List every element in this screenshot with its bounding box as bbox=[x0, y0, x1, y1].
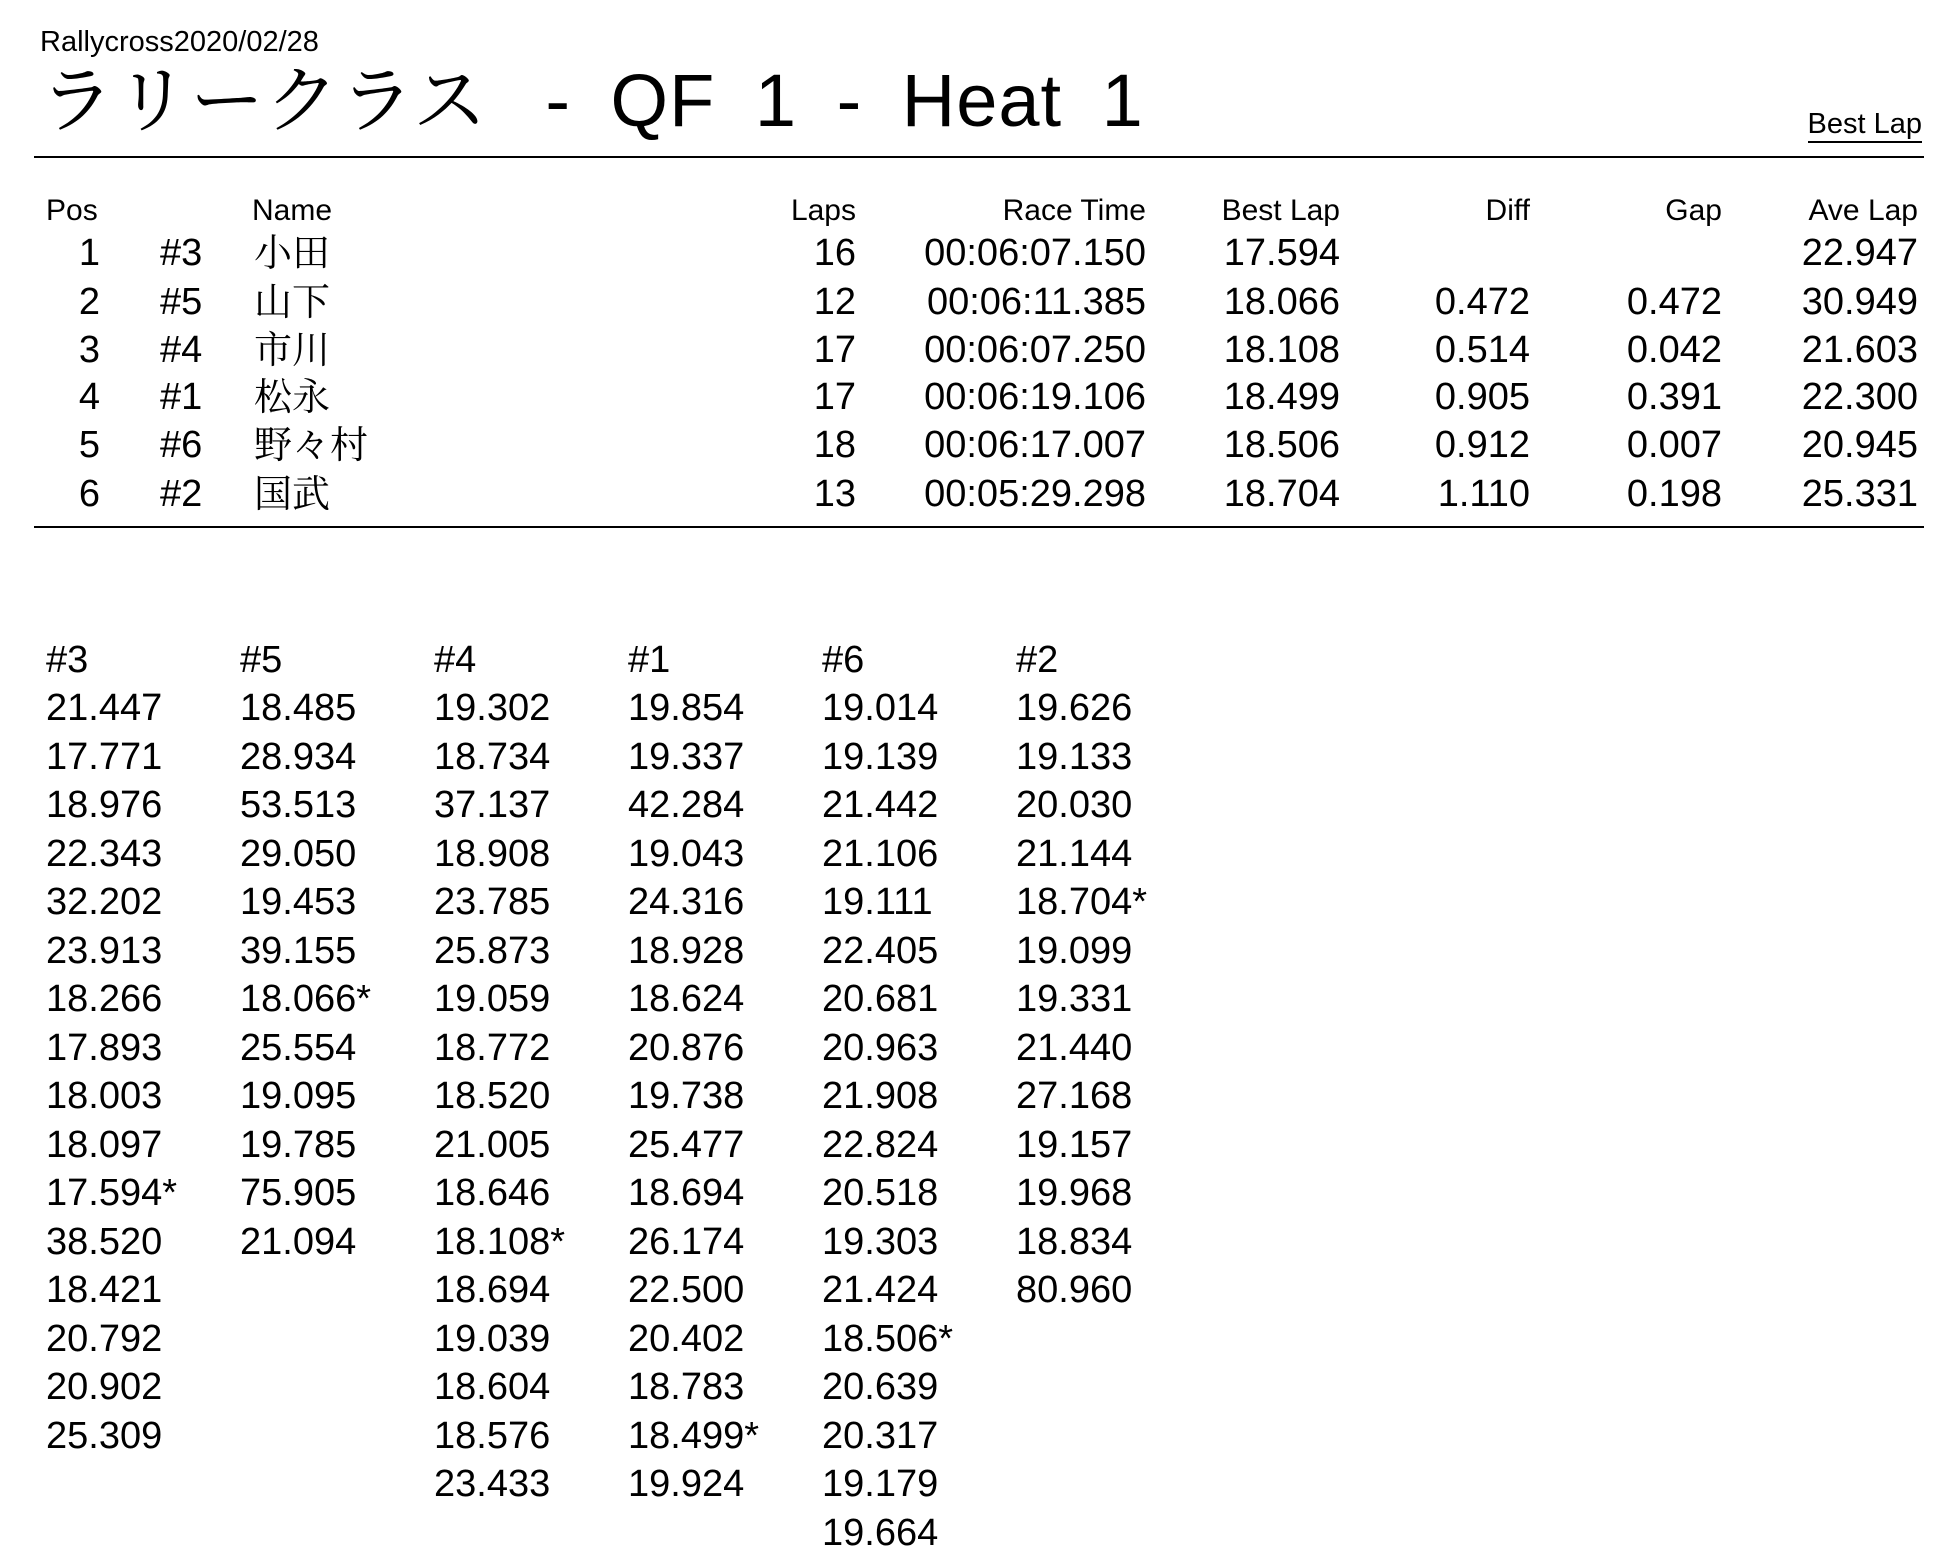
header-divider bbox=[34, 156, 1924, 158]
lap-column-header: #2 bbox=[1016, 639, 1059, 681]
laps-cell: 16 bbox=[813, 232, 856, 274]
car-number: #6 bbox=[160, 424, 203, 466]
lap-column bbox=[1016, 636, 1196, 1315]
lap-time: 18.097 bbox=[46, 1123, 163, 1166]
lap-time: 22.343 bbox=[46, 832, 163, 875]
lap-time: 18.928 bbox=[628, 929, 745, 972]
lap-time: 18.520 bbox=[434, 1075, 551, 1117]
lap-time: 18.704* bbox=[1016, 881, 1148, 923]
lap-time: 23.913 bbox=[46, 929, 163, 972]
pos-cell: 6 bbox=[78, 472, 100, 515]
sort-badge: Best Lap bbox=[1808, 110, 1922, 143]
lap-time: 19.043 bbox=[628, 832, 745, 875]
col-race-time: Race Time bbox=[1002, 194, 1146, 227]
class-name: ラリークラス bbox=[40, 58, 488, 144]
car-number: #1 bbox=[160, 375, 203, 418]
lap-time: 53.513 bbox=[240, 784, 357, 826]
best-lap-cell: 18.506 bbox=[1223, 424, 1340, 466]
lap-time: 20.030 bbox=[1016, 784, 1133, 826]
diff-cell: 1.110 bbox=[1437, 472, 1530, 515]
col-ave-lap: Ave Lap bbox=[1808, 194, 1918, 227]
lap-time: 18.066* bbox=[240, 978, 372, 1020]
car-number: #2 bbox=[160, 472, 203, 515]
lap-column-header: #6 bbox=[822, 639, 865, 681]
col-best-lap: Best Lap bbox=[1221, 194, 1340, 227]
laps-cell: 17 bbox=[813, 329, 856, 371]
lap-time: 18.421 bbox=[46, 1269, 163, 1311]
lap-time: 18.783 bbox=[628, 1366, 745, 1408]
lap-time: 27.168 bbox=[1016, 1075, 1133, 1117]
col-laps: Laps bbox=[790, 194, 856, 227]
pos-cell: 5 bbox=[78, 424, 100, 466]
race-time-cell: 00:06:19.106 bbox=[924, 375, 1146, 418]
col-diff: Diff bbox=[1485, 194, 1530, 227]
lap-column bbox=[822, 636, 1002, 1557]
race-time-cell: 00:05:29.298 bbox=[924, 472, 1146, 515]
lap-time: 20.402 bbox=[628, 1317, 745, 1360]
laps-cell: 13 bbox=[813, 472, 856, 515]
laps-cell: 12 bbox=[813, 280, 856, 323]
lap-time: 20.902 bbox=[46, 1366, 163, 1408]
lap-time: 20.792 bbox=[46, 1317, 163, 1360]
driver-name: 小田 bbox=[254, 231, 331, 275]
lap-time: 18.734 bbox=[434, 735, 551, 778]
lap-time: 17.771 bbox=[46, 735, 163, 778]
lap-time: 18.499* bbox=[628, 1414, 760, 1457]
lap-column-header: #3 bbox=[46, 639, 89, 681]
lap-time: 18.576 bbox=[434, 1414, 551, 1457]
gap-cell: 0.391 bbox=[1626, 375, 1722, 418]
pos-cell: 2 bbox=[78, 280, 100, 323]
lap-time: 20.518 bbox=[822, 1172, 939, 1214]
lap-time: 21.440 bbox=[1016, 1026, 1133, 1069]
lap-time: 20.681 bbox=[822, 978, 939, 1020]
best-lap-cell: 18.066 bbox=[1223, 280, 1340, 323]
lap-time: 19.854 bbox=[628, 687, 745, 729]
lap-time: 18.772 bbox=[434, 1026, 551, 1069]
best-lap-cell: 18.499 bbox=[1223, 375, 1340, 418]
gap-cell: 0.472 bbox=[1626, 280, 1722, 323]
gap-cell: 0.198 bbox=[1626, 472, 1722, 515]
lap-time: 19.099 bbox=[1016, 929, 1133, 972]
lap-time: 19.111 bbox=[822, 881, 933, 923]
lap-column bbox=[628, 636, 808, 1509]
lap-time: 21.005 bbox=[434, 1123, 551, 1166]
lap-time: 23.433 bbox=[434, 1463, 551, 1505]
diff-cell: 0.472 bbox=[1434, 280, 1530, 323]
lap-time: 19.303 bbox=[822, 1220, 939, 1263]
col-name: Name bbox=[252, 194, 333, 227]
driver-name: 山下 bbox=[254, 279, 331, 324]
lap-time: 21.424 bbox=[822, 1269, 939, 1311]
lap-time: 20.876 bbox=[628, 1026, 745, 1069]
lap-time: 19.331 bbox=[1016, 978, 1133, 1020]
lap-column-header: #1 bbox=[628, 639, 671, 681]
lap-time: 38.520 bbox=[46, 1220, 163, 1263]
lap-time: 25.554 bbox=[240, 1026, 357, 1069]
lap-time: 18.976 bbox=[46, 784, 163, 826]
lap-time: 17.893 bbox=[46, 1026, 163, 1069]
lap-time: 19.095 bbox=[240, 1075, 357, 1117]
lap-time: 18.108* bbox=[434, 1220, 566, 1263]
lap-time: 19.014 bbox=[822, 687, 939, 729]
lap-time: 39.155 bbox=[240, 929, 357, 972]
lap-column bbox=[240, 636, 420, 1266]
pos-cell: 3 bbox=[78, 329, 100, 371]
lap-time: 19.924 bbox=[628, 1463, 745, 1505]
race-time-cell: 00:06:11.385 bbox=[926, 280, 1146, 323]
lap-time: 21.442 bbox=[822, 784, 939, 826]
lap-time: 19.179 bbox=[822, 1463, 939, 1505]
lap-time: 37.137 bbox=[434, 784, 551, 826]
lap-time: 18.834 bbox=[1016, 1220, 1133, 1263]
lap-time: 19.139 bbox=[822, 735, 939, 778]
ave-lap-cell: 30.949 bbox=[1801, 280, 1918, 323]
driver-name: 市川 bbox=[254, 328, 331, 372]
lap-time: 75.905 bbox=[240, 1172, 357, 1214]
lap-time: 19.337 bbox=[628, 735, 745, 778]
lap-time: 80.960 bbox=[1016, 1269, 1133, 1311]
laps-cell: 18 bbox=[813, 424, 856, 466]
col-gap: Gap bbox=[1665, 194, 1722, 227]
lap-time: 19.664 bbox=[822, 1511, 939, 1554]
driver-name: 松永 bbox=[254, 374, 331, 419]
best-lap-cell: 18.704 bbox=[1223, 472, 1340, 515]
lap-time: 28.934 bbox=[240, 735, 357, 778]
lap-time: 18.003 bbox=[46, 1075, 163, 1117]
page-title bbox=[40, 58, 1144, 144]
lap-time: 26.174 bbox=[628, 1220, 745, 1263]
lap-time: 19.453 bbox=[240, 881, 357, 923]
lap-time: 25.477 bbox=[628, 1123, 745, 1166]
lap-time: 21.447 bbox=[46, 687, 163, 729]
diff-cell: 0.905 bbox=[1434, 375, 1530, 418]
gap-cell: 0.042 bbox=[1626, 329, 1722, 371]
lap-time: 19.302 bbox=[434, 687, 551, 729]
race-time-cell: 00:06:17.007 bbox=[924, 424, 1146, 466]
lap-time: 18.908 bbox=[434, 832, 551, 875]
lap-time: 22.405 bbox=[822, 929, 939, 972]
lap-time: 18.694 bbox=[628, 1172, 745, 1214]
lap-time: 24.316 bbox=[628, 881, 745, 923]
lap-time: 20.639 bbox=[822, 1366, 939, 1408]
driver-name: 国武 bbox=[254, 471, 331, 516]
lap-time: 19.626 bbox=[1016, 687, 1133, 729]
lap-time: 19.059 bbox=[434, 978, 551, 1020]
car-number: #3 bbox=[160, 232, 203, 274]
lap-time: 19.133 bbox=[1016, 735, 1133, 778]
pos-cell: 1 bbox=[78, 232, 100, 274]
race-time-cell: 00:06:07.150 bbox=[924, 232, 1146, 274]
lap-time: 21.144 bbox=[1016, 832, 1133, 875]
lap-time: 23.785 bbox=[434, 881, 551, 923]
ave-lap-cell: 22.947 bbox=[1801, 232, 1918, 274]
race-time-cell: 00:06:07.250 bbox=[924, 329, 1146, 371]
results-divider bbox=[34, 526, 1924, 528]
gap-cell: 0.007 bbox=[1626, 424, 1722, 466]
ave-lap-cell: 21.603 bbox=[1801, 329, 1918, 371]
lap-column-header: #5 bbox=[240, 639, 283, 681]
diff-cell: 0.912 bbox=[1434, 424, 1530, 466]
lap-time: 20.317 bbox=[822, 1414, 939, 1457]
lap-time: 19.738 bbox=[628, 1075, 745, 1117]
lap-time: 19.039 bbox=[434, 1317, 551, 1360]
lap-time: 18.694 bbox=[434, 1269, 551, 1311]
ave-lap-cell: 25.331 bbox=[1801, 472, 1918, 515]
lap-time: 22.500 bbox=[628, 1269, 745, 1311]
lap-time: 21.908 bbox=[822, 1075, 939, 1117]
lap-time: 17.594* bbox=[46, 1172, 178, 1214]
session-name: - QF 1 - Heat 1 bbox=[545, 59, 1144, 142]
lap-time: 21.106 bbox=[822, 832, 939, 875]
lap-time: 20.963 bbox=[822, 1026, 939, 1069]
lap-time: 19.785 bbox=[240, 1123, 357, 1166]
lap-time: 42.284 bbox=[628, 784, 745, 826]
lap-column bbox=[434, 636, 614, 1509]
laps-cell: 17 bbox=[813, 375, 856, 418]
pos-cell: 4 bbox=[78, 375, 100, 418]
car-number: #4 bbox=[160, 329, 203, 371]
car-number: #5 bbox=[160, 280, 203, 323]
best-lap-cell: 17.594 bbox=[1223, 232, 1340, 274]
lap-time: 18.646 bbox=[434, 1172, 551, 1214]
lap-time: 19.968 bbox=[1016, 1172, 1133, 1214]
lap-time: 18.506* bbox=[822, 1317, 954, 1360]
ave-lap-cell: 22.300 bbox=[1801, 375, 1918, 418]
diff-cell: 0.514 bbox=[1434, 329, 1530, 371]
lap-time: 18.624 bbox=[628, 978, 745, 1020]
lap-time: 25.309 bbox=[46, 1414, 163, 1457]
lap-column bbox=[46, 636, 226, 1460]
lap-column-header: #4 bbox=[434, 639, 477, 681]
col-pos: Pos bbox=[46, 194, 98, 227]
lap-time: 22.824 bbox=[822, 1123, 939, 1166]
lap-time: 21.094 bbox=[240, 1220, 357, 1263]
lap-time: 18.604 bbox=[434, 1366, 551, 1408]
ave-lap-cell: 20.945 bbox=[1801, 424, 1918, 466]
best-lap-cell: 18.108 bbox=[1223, 329, 1340, 371]
driver-name: 野々村 bbox=[254, 423, 369, 467]
lap-time: 19.157 bbox=[1016, 1123, 1133, 1166]
lap-time: 29.050 bbox=[240, 832, 357, 875]
lap-time: 18.266 bbox=[46, 978, 163, 1020]
event-date: Rallycross2020/02/28 bbox=[40, 26, 319, 58]
lap-time: 18.485 bbox=[240, 687, 357, 729]
lap-time: 32.202 bbox=[46, 881, 163, 923]
lap-time: 25.873 bbox=[434, 929, 551, 972]
